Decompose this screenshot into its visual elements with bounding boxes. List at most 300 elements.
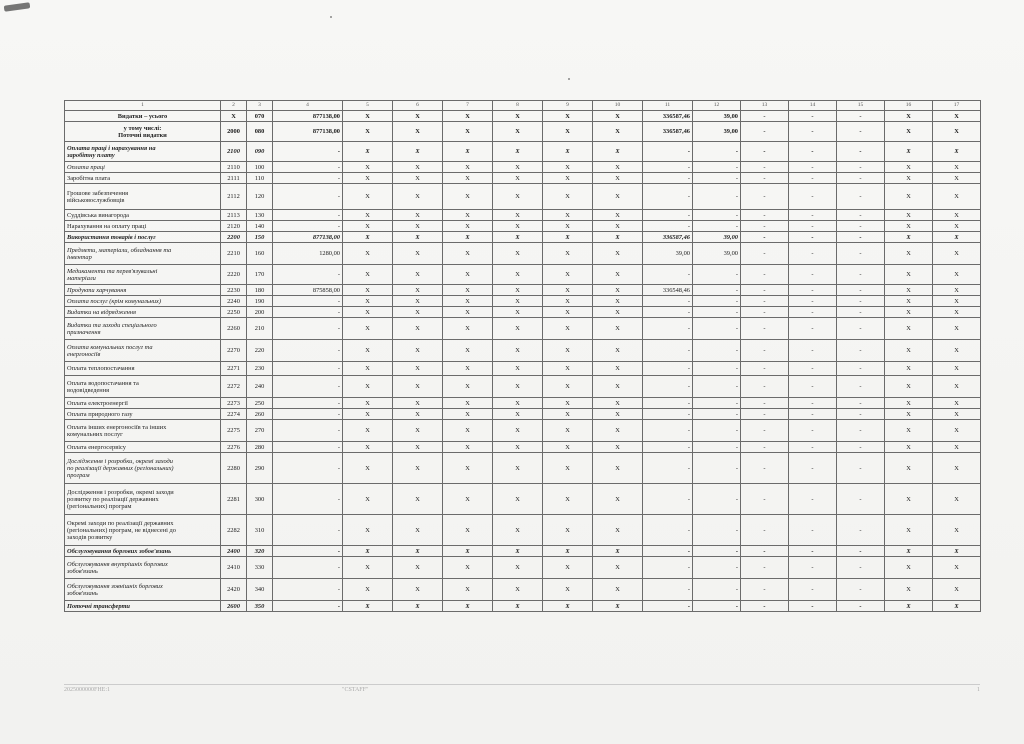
value-cell: - xyxy=(643,162,693,173)
value-cell: X xyxy=(593,453,643,484)
kekv-code-cell: 2110 xyxy=(221,162,247,173)
value-cell: - xyxy=(837,111,885,122)
value-cell: - xyxy=(693,557,741,579)
value-cell: - xyxy=(789,243,837,265)
value-cell: X xyxy=(493,420,543,442)
value-cell: - xyxy=(837,232,885,243)
value-cell: - xyxy=(693,362,741,376)
row-label-line: Медикаменти та перев'язувальні xyxy=(67,267,158,275)
value-cell: - xyxy=(693,173,741,184)
row-label-line: програм xyxy=(67,471,90,479)
line-code-cell: 190 xyxy=(247,296,273,307)
kekv-code-cell: 2000 xyxy=(221,122,247,142)
line-code-cell: 340 xyxy=(247,579,273,601)
value-cell: X xyxy=(543,122,593,142)
kekv-code-cell: 2210 xyxy=(221,243,247,265)
value-cell: - xyxy=(273,296,343,307)
value-cell: - xyxy=(273,362,343,376)
value-cell: X xyxy=(543,420,593,442)
value-cell: - xyxy=(837,142,885,162)
value-cell: - xyxy=(741,184,789,210)
value-cell: X xyxy=(443,265,493,285)
row-label xyxy=(65,546,221,557)
value-cell: - xyxy=(741,579,789,601)
kekv-code-cell: 2276 xyxy=(221,442,247,453)
row-label xyxy=(65,579,221,601)
table-row xyxy=(65,265,981,285)
value-cell: X xyxy=(393,579,443,601)
value-cell: X xyxy=(593,210,643,221)
line-code-cell: 210 xyxy=(247,318,273,340)
value-cell: - xyxy=(273,579,343,601)
value-cell: X xyxy=(343,362,393,376)
value-cell: X xyxy=(543,296,593,307)
line-code-cell: 080 xyxy=(247,122,273,142)
value-cell: X xyxy=(885,557,933,579)
row-label-line: енергоносіїв xyxy=(67,350,101,358)
table-row xyxy=(65,376,981,398)
value-cell: X xyxy=(443,210,493,221)
column-number: 16 xyxy=(885,101,933,111)
value-cell: 336587,46 xyxy=(643,122,693,142)
value-cell: X xyxy=(593,420,643,442)
value-cell: X xyxy=(593,484,643,515)
value-cell: - xyxy=(693,601,741,612)
table-row xyxy=(65,285,981,296)
value-cell: - xyxy=(741,243,789,265)
value-cell: X xyxy=(443,398,493,409)
value-cell: - xyxy=(643,409,693,420)
table-row xyxy=(65,484,981,515)
value-cell: - xyxy=(741,515,789,546)
column-number-row xyxy=(65,101,981,111)
row-label-line: зобов'язань xyxy=(67,589,98,597)
value-cell: - xyxy=(643,376,693,398)
value-cell: X xyxy=(393,210,443,221)
value-cell: - xyxy=(789,232,837,243)
kekv-code-cell: 2111 xyxy=(221,173,247,184)
value-cell: X xyxy=(593,515,643,546)
kekv-code-cell: 2282 xyxy=(221,515,247,546)
value-cell: - xyxy=(273,340,343,362)
value-cell: X xyxy=(933,184,981,210)
value-cell: X xyxy=(543,601,593,612)
column-number: 15 xyxy=(837,101,885,111)
value-cell: X xyxy=(493,409,543,420)
row-label-line: призначення xyxy=(67,328,101,336)
table-row xyxy=(65,307,981,318)
value-cell: - xyxy=(789,318,837,340)
row-label xyxy=(65,340,221,362)
column-number: 14 xyxy=(789,101,837,111)
value-cell: - xyxy=(837,173,885,184)
value-cell: X xyxy=(885,142,933,162)
row-label xyxy=(65,398,221,409)
value-cell: X xyxy=(885,162,933,173)
table-row xyxy=(65,557,981,579)
value-cell: 39,00 xyxy=(643,243,693,265)
value-cell: X xyxy=(393,546,443,557)
value-cell: X xyxy=(493,232,543,243)
value-cell: - xyxy=(837,398,885,409)
value-cell: X xyxy=(885,210,933,221)
value-cell: X xyxy=(443,484,493,515)
value-cell: X xyxy=(493,162,543,173)
value-cell: X xyxy=(543,398,593,409)
value-cell: X xyxy=(933,362,981,376)
value-cell: - xyxy=(741,173,789,184)
row-label-line: по реалізації державних (регіональних) xyxy=(67,464,174,472)
value-cell: X xyxy=(593,362,643,376)
value-cell: X xyxy=(933,515,981,546)
value-cell: - xyxy=(693,296,741,307)
value-cell: X xyxy=(933,340,981,362)
value-cell: - xyxy=(643,601,693,612)
value-cell: - xyxy=(643,442,693,453)
value-cell: X xyxy=(933,221,981,232)
value-cell: X xyxy=(343,243,393,265)
row-label-line: Видатки на відрядження xyxy=(67,308,136,316)
value-cell: - xyxy=(273,409,343,420)
value-cell: - xyxy=(693,142,741,162)
table-row xyxy=(65,318,981,340)
value-cell: X xyxy=(543,285,593,296)
column-number: 10 xyxy=(593,101,643,111)
row-label-line: Обслуговування боргових зобов'язань xyxy=(67,547,172,555)
value-cell: X xyxy=(543,232,593,243)
value-cell: 877138,00 xyxy=(273,111,343,122)
value-cell: - xyxy=(741,409,789,420)
value-cell: X xyxy=(343,515,393,546)
row-label xyxy=(65,221,221,232)
kekv-code-cell: 2270 xyxy=(221,340,247,362)
value-cell: X xyxy=(393,173,443,184)
kekv-code-cell: 2273 xyxy=(221,398,247,409)
table-row xyxy=(65,579,981,601)
value-cell: X xyxy=(885,340,933,362)
line-code-cell: 150 xyxy=(247,232,273,243)
value-cell: X xyxy=(593,398,643,409)
row-label-line: військовослужбовців xyxy=(67,196,125,204)
value-cell: - xyxy=(837,265,885,285)
value-cell: - xyxy=(837,442,885,453)
value-cell: X xyxy=(343,484,393,515)
value-cell: X xyxy=(543,142,593,162)
table-row xyxy=(65,232,981,243)
value-cell: - xyxy=(741,111,789,122)
value-cell: X xyxy=(393,243,443,265)
row-label-line: Оплата комунальних послуг та xyxy=(67,343,153,351)
value-cell: X xyxy=(885,515,933,546)
value-cell: X xyxy=(393,142,443,162)
value-cell: - xyxy=(741,484,789,515)
row-label xyxy=(65,484,221,515)
table-row xyxy=(65,142,981,162)
line-code-cell: 100 xyxy=(247,162,273,173)
row-label xyxy=(65,318,221,340)
kekv-code-cell: 2100 xyxy=(221,142,247,162)
value-cell: X xyxy=(443,184,493,210)
row-label-line: Суддівська винагорода xyxy=(67,211,129,219)
row-label xyxy=(65,142,221,162)
value-cell: X xyxy=(443,340,493,362)
value-cell: X xyxy=(443,579,493,601)
value-cell: X xyxy=(493,318,543,340)
value-cell: X xyxy=(443,601,493,612)
value-cell: X xyxy=(343,409,393,420)
column-number: 3 xyxy=(247,101,273,111)
value-cell: - xyxy=(837,210,885,221)
value-cell: X xyxy=(343,442,393,453)
column-number: 17 xyxy=(933,101,981,111)
value-cell: - xyxy=(741,376,789,398)
value-cell: X xyxy=(593,546,643,557)
scan-speck xyxy=(568,78,570,80)
table-row xyxy=(65,221,981,232)
value-cell: - xyxy=(273,162,343,173)
value-cell: X xyxy=(393,376,443,398)
value-cell: - xyxy=(837,221,885,232)
value-cell: - xyxy=(837,162,885,173)
value-cell: X xyxy=(933,546,981,557)
row-label-line: (регіональних) програм, не віднесені до xyxy=(67,526,176,534)
table-row xyxy=(65,398,981,409)
column-number: 5 xyxy=(343,101,393,111)
row-label xyxy=(65,232,221,243)
value-cell: X xyxy=(593,285,643,296)
kekv-code-cell: 2271 xyxy=(221,362,247,376)
value-cell: X xyxy=(885,296,933,307)
value-cell: - xyxy=(273,484,343,515)
value-cell: X xyxy=(933,453,981,484)
value-cell: X xyxy=(543,453,593,484)
column-number: 7 xyxy=(443,101,493,111)
value-cell: X xyxy=(443,546,493,557)
kekv-code-cell: 2272 xyxy=(221,376,247,398)
line-code-cell: 300 xyxy=(247,484,273,515)
value-cell: X xyxy=(343,232,393,243)
row-label-line: Поточні видатки xyxy=(118,131,167,139)
footer-left-code: 2025000000FHЕ:1 xyxy=(64,687,111,693)
value-cell: X xyxy=(885,442,933,453)
value-cell: X xyxy=(885,318,933,340)
value-cell: X xyxy=(493,265,543,285)
value-cell: X xyxy=(343,162,393,173)
value-cell: X xyxy=(543,111,593,122)
value-cell: - xyxy=(643,579,693,601)
value-cell: - xyxy=(643,546,693,557)
row-label-line: Оплата інших енергоносіїв та інших xyxy=(67,423,167,431)
kekv-code-cell: 2113 xyxy=(221,210,247,221)
value-cell: - xyxy=(837,484,885,515)
value-cell: X xyxy=(933,420,981,442)
value-cell: X xyxy=(933,307,981,318)
value-cell: X xyxy=(343,221,393,232)
value-cell: X xyxy=(393,296,443,307)
row-label-line: комунальних послуг xyxy=(67,430,123,438)
value-cell: - xyxy=(273,376,343,398)
value-cell: - xyxy=(789,420,837,442)
value-cell: - xyxy=(693,285,741,296)
row-label xyxy=(65,515,221,546)
value-cell: - xyxy=(789,173,837,184)
value-cell: X xyxy=(885,184,933,210)
value-cell: X xyxy=(933,173,981,184)
row-label-line: Предмети, матеріали, обладнання та xyxy=(67,246,172,254)
line-code-cell: 280 xyxy=(247,442,273,453)
value-cell: - xyxy=(693,515,741,546)
value-cell: X xyxy=(543,376,593,398)
value-cell: - xyxy=(693,398,741,409)
value-cell: - xyxy=(789,579,837,601)
value-cell: - xyxy=(741,340,789,362)
value-cell: X xyxy=(593,307,643,318)
value-cell: - xyxy=(789,184,837,210)
line-code-cell: 240 xyxy=(247,376,273,398)
value-cell: X xyxy=(885,122,933,142)
value-cell: - xyxy=(643,265,693,285)
value-cell: - xyxy=(741,362,789,376)
expenditure-table xyxy=(64,100,981,612)
value-cell: X xyxy=(343,184,393,210)
value-cell: - xyxy=(789,340,837,362)
value-cell: X xyxy=(933,111,981,122)
value-cell: X xyxy=(393,232,443,243)
value-cell: X xyxy=(393,221,443,232)
value-cell: - xyxy=(789,409,837,420)
value-cell: - xyxy=(789,362,837,376)
value-cell: X xyxy=(343,579,393,601)
row-label xyxy=(65,285,221,296)
row-label-line: Обслуговування зовнішніх боргових xyxy=(67,582,163,590)
value-cell: X xyxy=(393,362,443,376)
value-cell: X xyxy=(493,184,543,210)
value-cell: X xyxy=(543,162,593,173)
value-cell: X xyxy=(393,557,443,579)
value-cell: - xyxy=(273,442,343,453)
table-row xyxy=(65,173,981,184)
line-code-cell: 070 xyxy=(247,111,273,122)
value-cell: - xyxy=(837,579,885,601)
table-row xyxy=(65,409,981,420)
value-cell: X xyxy=(885,398,933,409)
value-cell: X xyxy=(443,173,493,184)
value-cell: X xyxy=(543,265,593,285)
value-cell: - xyxy=(789,111,837,122)
column-number: 11 xyxy=(643,101,693,111)
value-cell: - xyxy=(741,285,789,296)
value-cell: X xyxy=(593,122,643,142)
value-cell: X xyxy=(593,409,643,420)
value-cell: 39,00 xyxy=(693,243,741,265)
line-code-cell: 260 xyxy=(247,409,273,420)
value-cell: - xyxy=(741,162,789,173)
value-cell: X xyxy=(493,484,543,515)
kekv-code-cell: 2220 xyxy=(221,265,247,285)
value-cell: X xyxy=(493,579,543,601)
value-cell: - xyxy=(693,210,741,221)
value-cell: X xyxy=(343,601,393,612)
value-cell: X xyxy=(543,210,593,221)
value-cell: X xyxy=(343,210,393,221)
kekv-code-cell: 2120 xyxy=(221,221,247,232)
value-cell: X xyxy=(493,453,543,484)
value-cell: X xyxy=(593,184,643,210)
value-cell: X xyxy=(933,601,981,612)
value-cell: - xyxy=(273,142,343,162)
line-code-cell: 220 xyxy=(247,340,273,362)
kekv-code-cell: 2250 xyxy=(221,307,247,318)
value-cell: - xyxy=(837,515,885,546)
value-cell: X xyxy=(443,362,493,376)
value-cell: X xyxy=(933,232,981,243)
value-cell: X xyxy=(393,442,443,453)
value-cell: X xyxy=(343,122,393,142)
row-label-line: Видатки та заходи спеціального xyxy=(67,321,157,329)
table-row xyxy=(65,601,981,612)
value-cell: - xyxy=(693,307,741,318)
row-label xyxy=(65,296,221,307)
value-cell: X xyxy=(593,221,643,232)
value-cell: - xyxy=(741,546,789,557)
value-cell: X xyxy=(933,265,981,285)
value-cell: X xyxy=(443,122,493,142)
value-cell: X xyxy=(885,376,933,398)
value-cell: - xyxy=(789,307,837,318)
table-row xyxy=(65,340,981,362)
table-row xyxy=(65,420,981,442)
value-cell: - xyxy=(643,318,693,340)
value-cell: X xyxy=(933,285,981,296)
value-cell: - xyxy=(693,579,741,601)
value-cell: - xyxy=(643,362,693,376)
value-cell: X xyxy=(493,307,543,318)
value-cell: X xyxy=(443,557,493,579)
row-label xyxy=(65,111,221,122)
value-cell: X xyxy=(933,579,981,601)
row-label-line: Окремі заходи по реалізації державних xyxy=(67,519,174,527)
value-cell: X xyxy=(493,285,543,296)
value-cell: X xyxy=(543,484,593,515)
value-cell: X xyxy=(593,442,643,453)
row-label-line: Оплата праці xyxy=(67,163,105,171)
table-row xyxy=(65,210,981,221)
line-code-cell: 090 xyxy=(247,142,273,162)
value-cell: X xyxy=(443,515,493,546)
table-row xyxy=(65,442,981,453)
value-cell: - xyxy=(643,221,693,232)
value-cell: - xyxy=(643,142,693,162)
row-label-line: Продукти харчування xyxy=(67,286,127,294)
value-cell: - xyxy=(789,221,837,232)
value-cell: X xyxy=(593,296,643,307)
value-cell: - xyxy=(643,340,693,362)
line-code-cell: 270 xyxy=(247,420,273,442)
value-cell: X xyxy=(593,579,643,601)
value-cell: - xyxy=(693,376,741,398)
value-cell: X xyxy=(593,111,643,122)
value-cell: X xyxy=(443,376,493,398)
value-cell: X xyxy=(885,232,933,243)
row-label xyxy=(65,265,221,285)
value-cell: X xyxy=(493,546,543,557)
value-cell: - xyxy=(741,557,789,579)
value-cell: - xyxy=(789,515,837,546)
value-cell: - xyxy=(789,162,837,173)
line-code-cell: 120 xyxy=(247,184,273,210)
value-cell: - xyxy=(789,210,837,221)
row-label-line: Дослідження і розробки, окремі заходи xyxy=(67,488,174,496)
